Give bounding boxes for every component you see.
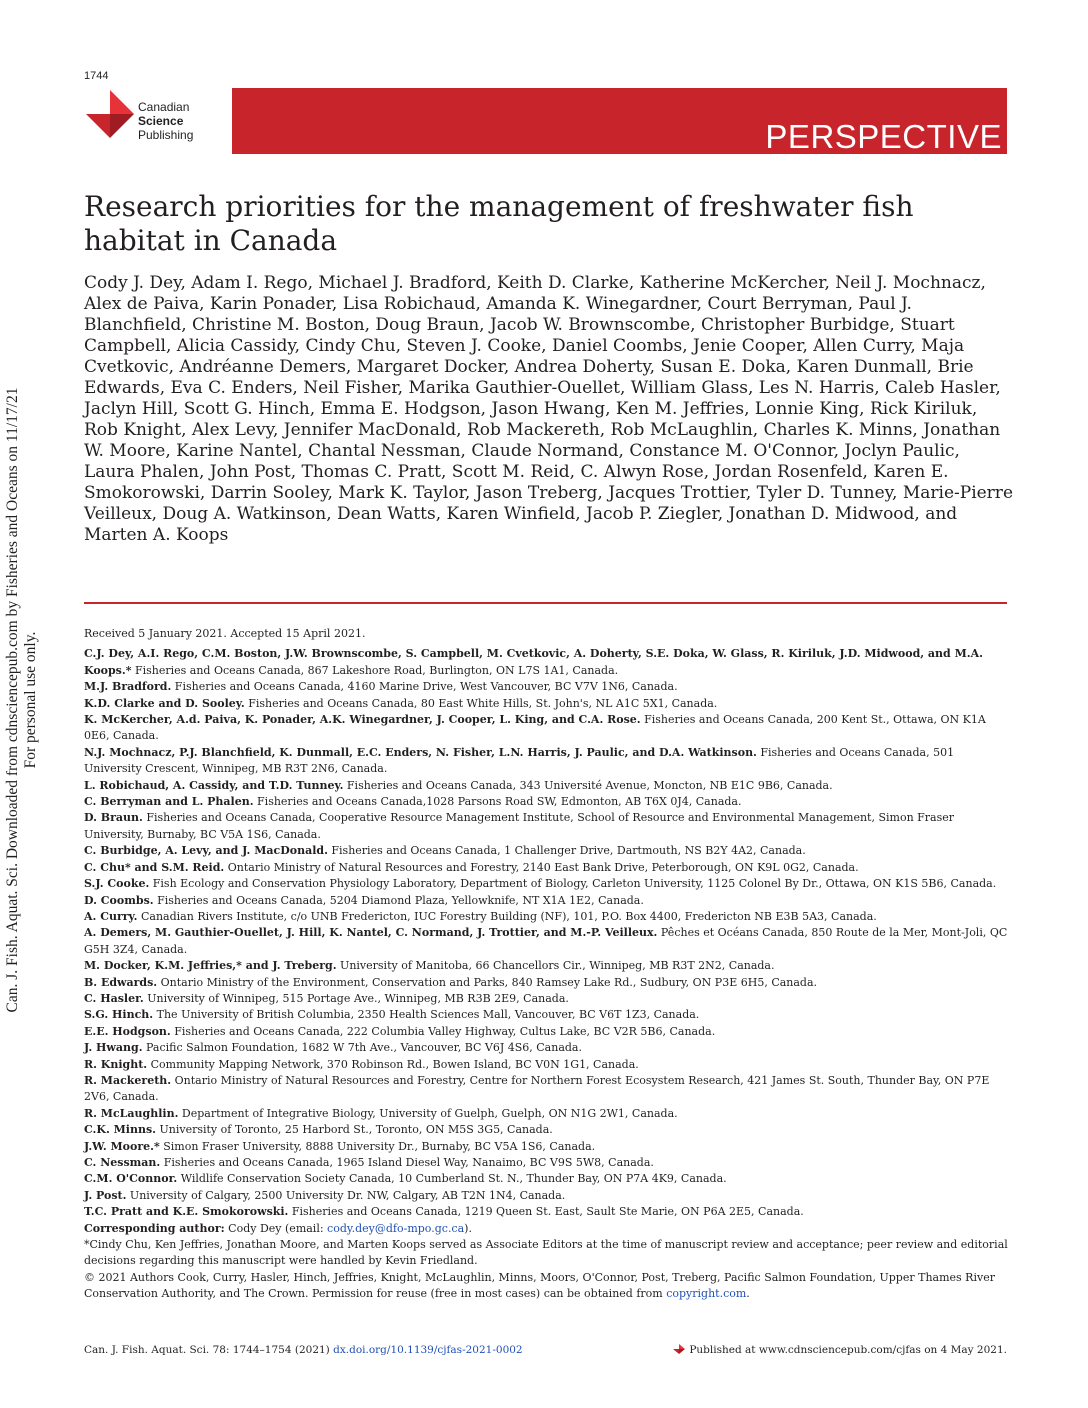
affiliation-address: Fisheries and Oceans Canada, 1965 Island Diesel Way, Nanaimo, BC V9S 5W8, Canada. — [160, 1156, 654, 1169]
affiliation-item — [84, 1073, 1014, 1106]
affiliation-names: C.J. Dey, A.I. Rego, C.M. Boston, J.W. Brownscombe, S. Campbell, M. Cvetkovic, A. Doherty, S.E. Doka, W. Glass, R. Kiriluk, J.D. Midwood, and M.A. Koops.* — [84, 647, 983, 677]
affiliation-names: E.E. Hodgson. — [84, 1024, 171, 1038]
affiliation-address: Pêches et Océans Canada, 850 Route de la Mer, Mont-Joli, QC G5H 3Z4, Canada. — [84, 926, 1008, 956]
editor-note: *Cindy Chu, Ken Jeffries, Jonathan Moore, and Marten Koops served as Associate Editors at the time of manuscript review and acceptance; peer review and editorial decisions regarding this manuscript were handled by Kevin Friedland. — [84, 1238, 1008, 1268]
front-matter — [84, 626, 1014, 1303]
affiliation-item — [84, 925, 1014, 958]
affiliation-names: L. Robichaud, A. Cassidy, and T.D. Tunney. — [84, 778, 344, 792]
affiliation-names: J. Hwang. — [84, 1041, 143, 1055]
affiliation-names: D. Coombs. — [84, 893, 154, 907]
affiliation-address: Fisheries and Oceans Canada, 343 Université Avenue, Moncton, NB E1C 9B6, Canada. — [343, 778, 833, 792]
affiliation-address: Ontario Ministry of the Environment, Conservation and Parks, 840 Ramsey Lake Rd., Sudbury, ON P3E 6H5, Canada. — [157, 975, 818, 989]
affiliation-list — [84, 646, 1014, 1220]
affiliation-item — [84, 1171, 1014, 1187]
affiliation-item — [84, 1139, 1014, 1155]
affiliation-names: R. Knight. — [84, 1057, 148, 1071]
affiliation-names: A. Curry. — [84, 909, 138, 923]
doi-link[interactable]: dx.doi.org/10.1139/cjfas-2021-0002 — [333, 1344, 523, 1356]
copyright-text: © 2021 Authors Cook, Curry, Hasler, Hinch, Jeffries, Knight, McLaughlin, Minns, Moors, O'Connor, Post, Treberg, Pacific Salmon Foundation, Upper Thames River Conservation Authority, and The Crown. Permission for reuse (free in most cases) can be obtained from — [84, 1270, 995, 1301]
affiliation-address: Wildlife Conservation Society Canada, 10 Cumberland St. N., Thunder Bay, ON P7A 4K9, Canada. — [177, 1172, 727, 1186]
affiliation-address: Fish Ecology and Conservation Physiology Laboratory, Department of Biology, Carleton University, 1125 Colonel By Dr., Ottawa, ON K1S 5B6, Canada. — [149, 877, 997, 891]
affiliation-item — [84, 860, 1014, 876]
affiliation-address: Fisheries and Oceans Canada,1028 Parsons Road SW, Edmonton, AB T6X 0J4, Canada. — [253, 795, 742, 809]
affiliation-address: Department of Integrative Biology, University of Guelph, Guelph, ON N1G 2W1, Canada. — [178, 1106, 678, 1120]
affiliation-item — [84, 1007, 1014, 1023]
affiliation-address: Fisheries and Oceans Canada, 80 East White Hills, St. John's, NL A1C 5X1, Canada. — [244, 696, 718, 710]
affiliation-item — [84, 810, 1014, 843]
affiliation-names: B. Edwards. — [84, 975, 158, 989]
affiliation-item — [84, 778, 1014, 794]
affiliation-address: Fisheries and Oceans Canada, 501 University Crescent, Winnipeg, MB R3T 2N6, Canada. — [84, 745, 955, 776]
affiliation-address: Fisheries and Oceans Canada, 1 Challenger Drive, Dartmouth, NS B2Y 4A2, Canada. — [327, 844, 806, 858]
affiliation-address: University of Toronto, 25 Harbord St., Toronto, ON M5S 3G5, Canada. — [155, 1123, 553, 1137]
published-text: Published at www.cdnsciencepub.com/cjfas on 4 May 2021. — [689, 1344, 1007, 1356]
affiliation-address: Fisheries and Oceans Canada, 4160 Marine Drive, West Vancouver, BC V7V 1N6, Canada. — [171, 680, 678, 694]
affiliation-item — [84, 975, 1014, 991]
affiliation-names: C.K. Minns. — [84, 1123, 156, 1137]
publisher-line-2: Science — [138, 114, 184, 128]
affiliation-item — [84, 958, 1014, 974]
affiliation-address: Fisheries and Oceans Canada, Cooperative Resource Management Institute, School of Resource and Environmental Management, Simon Fraser University, Burnaby, BC V5A 1S6, Canada. — [84, 811, 955, 841]
publisher-line-1: Canadian — [138, 100, 190, 114]
publisher-logo-icon — [84, 88, 136, 148]
download-watermark — [4, 350, 40, 1050]
affiliation-address: University of Winnipeg, 515 Portage Ave., Winnipeg, MB R3B 2E9, Canada. — [143, 991, 569, 1005]
affiliation-item — [84, 991, 1014, 1007]
affiliation-item — [84, 745, 1014, 778]
publisher-name — [138, 100, 193, 142]
affiliation-names: M.J. Bradford. — [84, 680, 172, 694]
affiliation-address: Fisheries and Oceans Canada, 1219 Queen St. East, Sault Ste Marie, ON P6A 2E5, Canada. — [288, 1205, 804, 1219]
affiliation-names: R. McLaughlin. — [84, 1106, 179, 1120]
divider — [84, 602, 1007, 604]
affiliation-names: C. Nessman. — [84, 1156, 161, 1169]
affiliation-item — [84, 1024, 1014, 1040]
copyright-notice — [84, 1270, 1014, 1303]
affiliation-address: University of Calgary, 2500 University Dr. NW, Calgary, AB T2N 1N4, Canada. — [126, 1188, 566, 1202]
received-date: Received 5 January 2021. Accepted 15 April 2021. — [84, 627, 366, 640]
affiliation-item — [84, 1155, 1014, 1171]
affiliation-names: N.J. Mochnacz, P.J. Blanchfield, K. Dunmall, E.C. Enders, N. Fisher, L.N. Harris, J. Paulic, and D.A. Watkinson. — [84, 745, 757, 759]
affiliation-item — [84, 696, 1014, 712]
affiliation-names: C.M. O'Connor. — [84, 1172, 178, 1186]
affiliation-names: K. McKercher, A.d. Paiva, K. Ponader, A.K. Winegardner, J. Cooper, L. King, and C.A. Rose. — [84, 713, 641, 727]
affiliation-names: J. Post. — [84, 1188, 127, 1202]
affiliation-address: Simon Fraser University, 8888 University Dr., Burnaby, BC V5A 1S6, Canada. — [159, 1139, 596, 1153]
published-note — [673, 1344, 1007, 1356]
affiliation-item — [84, 843, 1014, 859]
corresponding-author — [84, 1221, 1014, 1237]
affiliation-address: Canadian Rivers Institute, c/o UNB Fredericton, IUC Forestry Building (NF), 101, P.O. Box 4400, Fredericton NB E3B 5A3, Canada. — [137, 909, 877, 923]
publisher-logo — [84, 88, 214, 158]
copyright-link[interactable]: copyright.com — [666, 1287, 747, 1301]
affiliation-names: D. Braun. — [84, 811, 143, 825]
watermark-line-1: Can. J. Fish. Aquat. Sci. Downloaded from cdnsciencepub.com by Fisheries and Oceans on 11/17/21 — [4, 387, 21, 1013]
affiliation-names: K.D. Clarke and D. Sooley. — [84, 696, 245, 710]
page-number: 1744 — [84, 70, 109, 82]
affiliation-item — [84, 1204, 1014, 1220]
affiliation-address: Fisheries and Oceans Canada, 867 Lakeshore Road, Burlington, ON L7S 1A1, Canada. — [131, 663, 619, 677]
affiliation-address: Fisheries and Oceans Canada, 200 Kent St., Ottawa, ON K1A 0E6, Canada. — [84, 713, 986, 743]
affiliation-names: J.W. Moore.* — [84, 1139, 160, 1153]
affiliation-item — [84, 1040, 1014, 1056]
copyright-end: . — [746, 1287, 750, 1301]
article-title: Research priorities for the management of freshwater fish habitat in Canada — [84, 190, 914, 257]
affiliation-item — [84, 876, 1014, 892]
affiliation-item — [84, 1122, 1014, 1138]
affiliation-names: T.C. Pratt and K.E. Smokorowski. — [84, 1205, 289, 1219]
affiliation-item — [84, 893, 1014, 909]
affiliation-item — [84, 679, 1014, 695]
affiliation-item — [84, 712, 1014, 745]
affiliation-item — [84, 794, 1014, 810]
author-list: Cody J. Dey, Adam I. Rego, Michael J. Bradford, Keith D. Clarke, Katherine McKercher, Neil J. Mochnacz, Alex de Paiva, Karin Ponader, Lisa Robichaud, Amanda K. Winegardner, Court Berryman, Paul J. Blanchfield, Christine M. Boston, Doug Braun, Jacob W. Brownscombe, Christopher Burbidge, Stuart Campbell, Alicia Cassidy, Cindy Chu, Steven J. Cooke, Daniel Coombs, Jenie Cooper, Allen Curry, Maja Cvetkovic, Andréanne Demers, Margaret Docker, Andrea Doherty, Susan E. Doka, Karen Dunmall, Brie Edwards, Eva C. Enders, Neil Fisher, Marika Gauthier-Ouellet, William Glass, Les N. Harris, Caleb Hasler, Jaclyn Hill, Scott G. Hinch, Emma E. Hodgson, Jason Hwang, Ken M. Jeffries, Lonnie King, Rick Kiriluk, Rob Knight, Alex Levy, Jennifer MacDonald, Rob Mackereth, Rob McLaughlin, Charles K. Minns, Jonathan W. Moore, Karine Nantel, Chantal Nessman, Claude Normand, Constance M. O'Connor, Joclyn Paulic, Laura Phalen, John Post, Thomas C. Pratt, Scott M. Reid, C. Alwyn Rose, Jordan Rosenfeld, Karen E. Smokorowski, Darrin Sooley, Mark K. Taylor, Jason Treberg, Jacques Trottier, Tyler D. Tunney, Marie-Pierre Veilleux, Doug A. Watkinson, Dean Watts, Karen Winfield, Jacob P. Ziegler, Jonathan D. Midwood, and Marten A. Koops — [84, 273, 1013, 545]
affiliation-names: C. Berryman and L. Phalen. — [84, 795, 254, 809]
affiliation-names: S.J. Cooke. — [84, 877, 150, 891]
affiliation-address: Pacific Salmon Foundation, 1682 W 7th Ave., Vancouver, BC V6J 4S6, Canada. — [142, 1041, 582, 1055]
corresponding-end: ). — [464, 1221, 472, 1235]
watermark-line-2: For personal use only. — [22, 631, 39, 769]
affiliation-item — [84, 646, 1014, 679]
affiliation-names: M. Docker, K.M. Jeffries,* and J. Treberg. — [84, 959, 337, 973]
affiliation-names: C. Chu* and S.M. Reid. — [84, 860, 225, 874]
affiliation-address: Ontario Ministry of Natural Resources and Forestry, Centre for Northern Forest Ecosystem Research, 421 James St. South, Thunder Bay, ON P7E 2V6, Canada. — [84, 1073, 990, 1104]
citation — [84, 1344, 523, 1356]
corresponding-text: Cody Dey (email: — [224, 1221, 328, 1235]
affiliation-item — [84, 1188, 1014, 1204]
section-label: PERSPECTIVE — [765, 118, 1002, 155]
affiliation-address: Fisheries and Oceans Canada, 5204 Diamond Plaza, Yellowknife, NT X1A 1E2, Canada. — [153, 893, 644, 907]
affiliation-address: University of Manitoba, 66 Chancellors Cir., Winnipeg, MB R3T 2N2, Canada. — [336, 959, 775, 973]
affiliation-item — [84, 909, 1014, 925]
publisher-mark-icon — [673, 1344, 685, 1354]
affiliation-names: R. Mackereth. — [84, 1073, 172, 1087]
affiliation-address: The University of British Columbia, 2350 Health Sciences Mall, Vancouver, BC V6T 1Z3, Canada. — [153, 1008, 700, 1022]
corresponding-email[interactable]: cody.dey@dfo-mpo.gc.ca — [327, 1221, 465, 1235]
affiliation-names: C. Hasler. — [84, 991, 144, 1005]
corresponding-label: Corresponding author: — [84, 1221, 225, 1235]
affiliation-names: A. Demers, M. Gauthier-Ouellet, J. Hill, K. Nantel, C. Normand, J. Trottier, and M.-P. Veilleux. — [84, 926, 658, 940]
citation-text: Can. J. Fish. Aquat. Sci. 78: 1744–1754 (2021) — [84, 1344, 334, 1356]
affiliation-address: Ontario Ministry of Natural Resources and Forestry, 2140 East Bank Drive, Peterborough, ON K9L 0G2, Canada. — [224, 860, 859, 874]
publisher-line-3: Publishing — [138, 128, 194, 142]
affiliation-address: Community Mapping Network, 370 Robinson Rd., Bowen Island, BC V0N 1G1, Canada. — [147, 1057, 639, 1071]
affiliation-item — [84, 1106, 1014, 1122]
affiliation-item — [84, 1057, 1014, 1073]
affiliation-names: S.G. Hinch. — [84, 1008, 154, 1022]
affiliation-names: C. Burbidge, A. Levy, and J. MacDonald. — [84, 844, 328, 858]
affiliation-address: Fisheries and Oceans Canada, 222 Columbia Valley Highway, Cultus Lake, BC V2R 5B6, Canada. — [170, 1024, 716, 1038]
